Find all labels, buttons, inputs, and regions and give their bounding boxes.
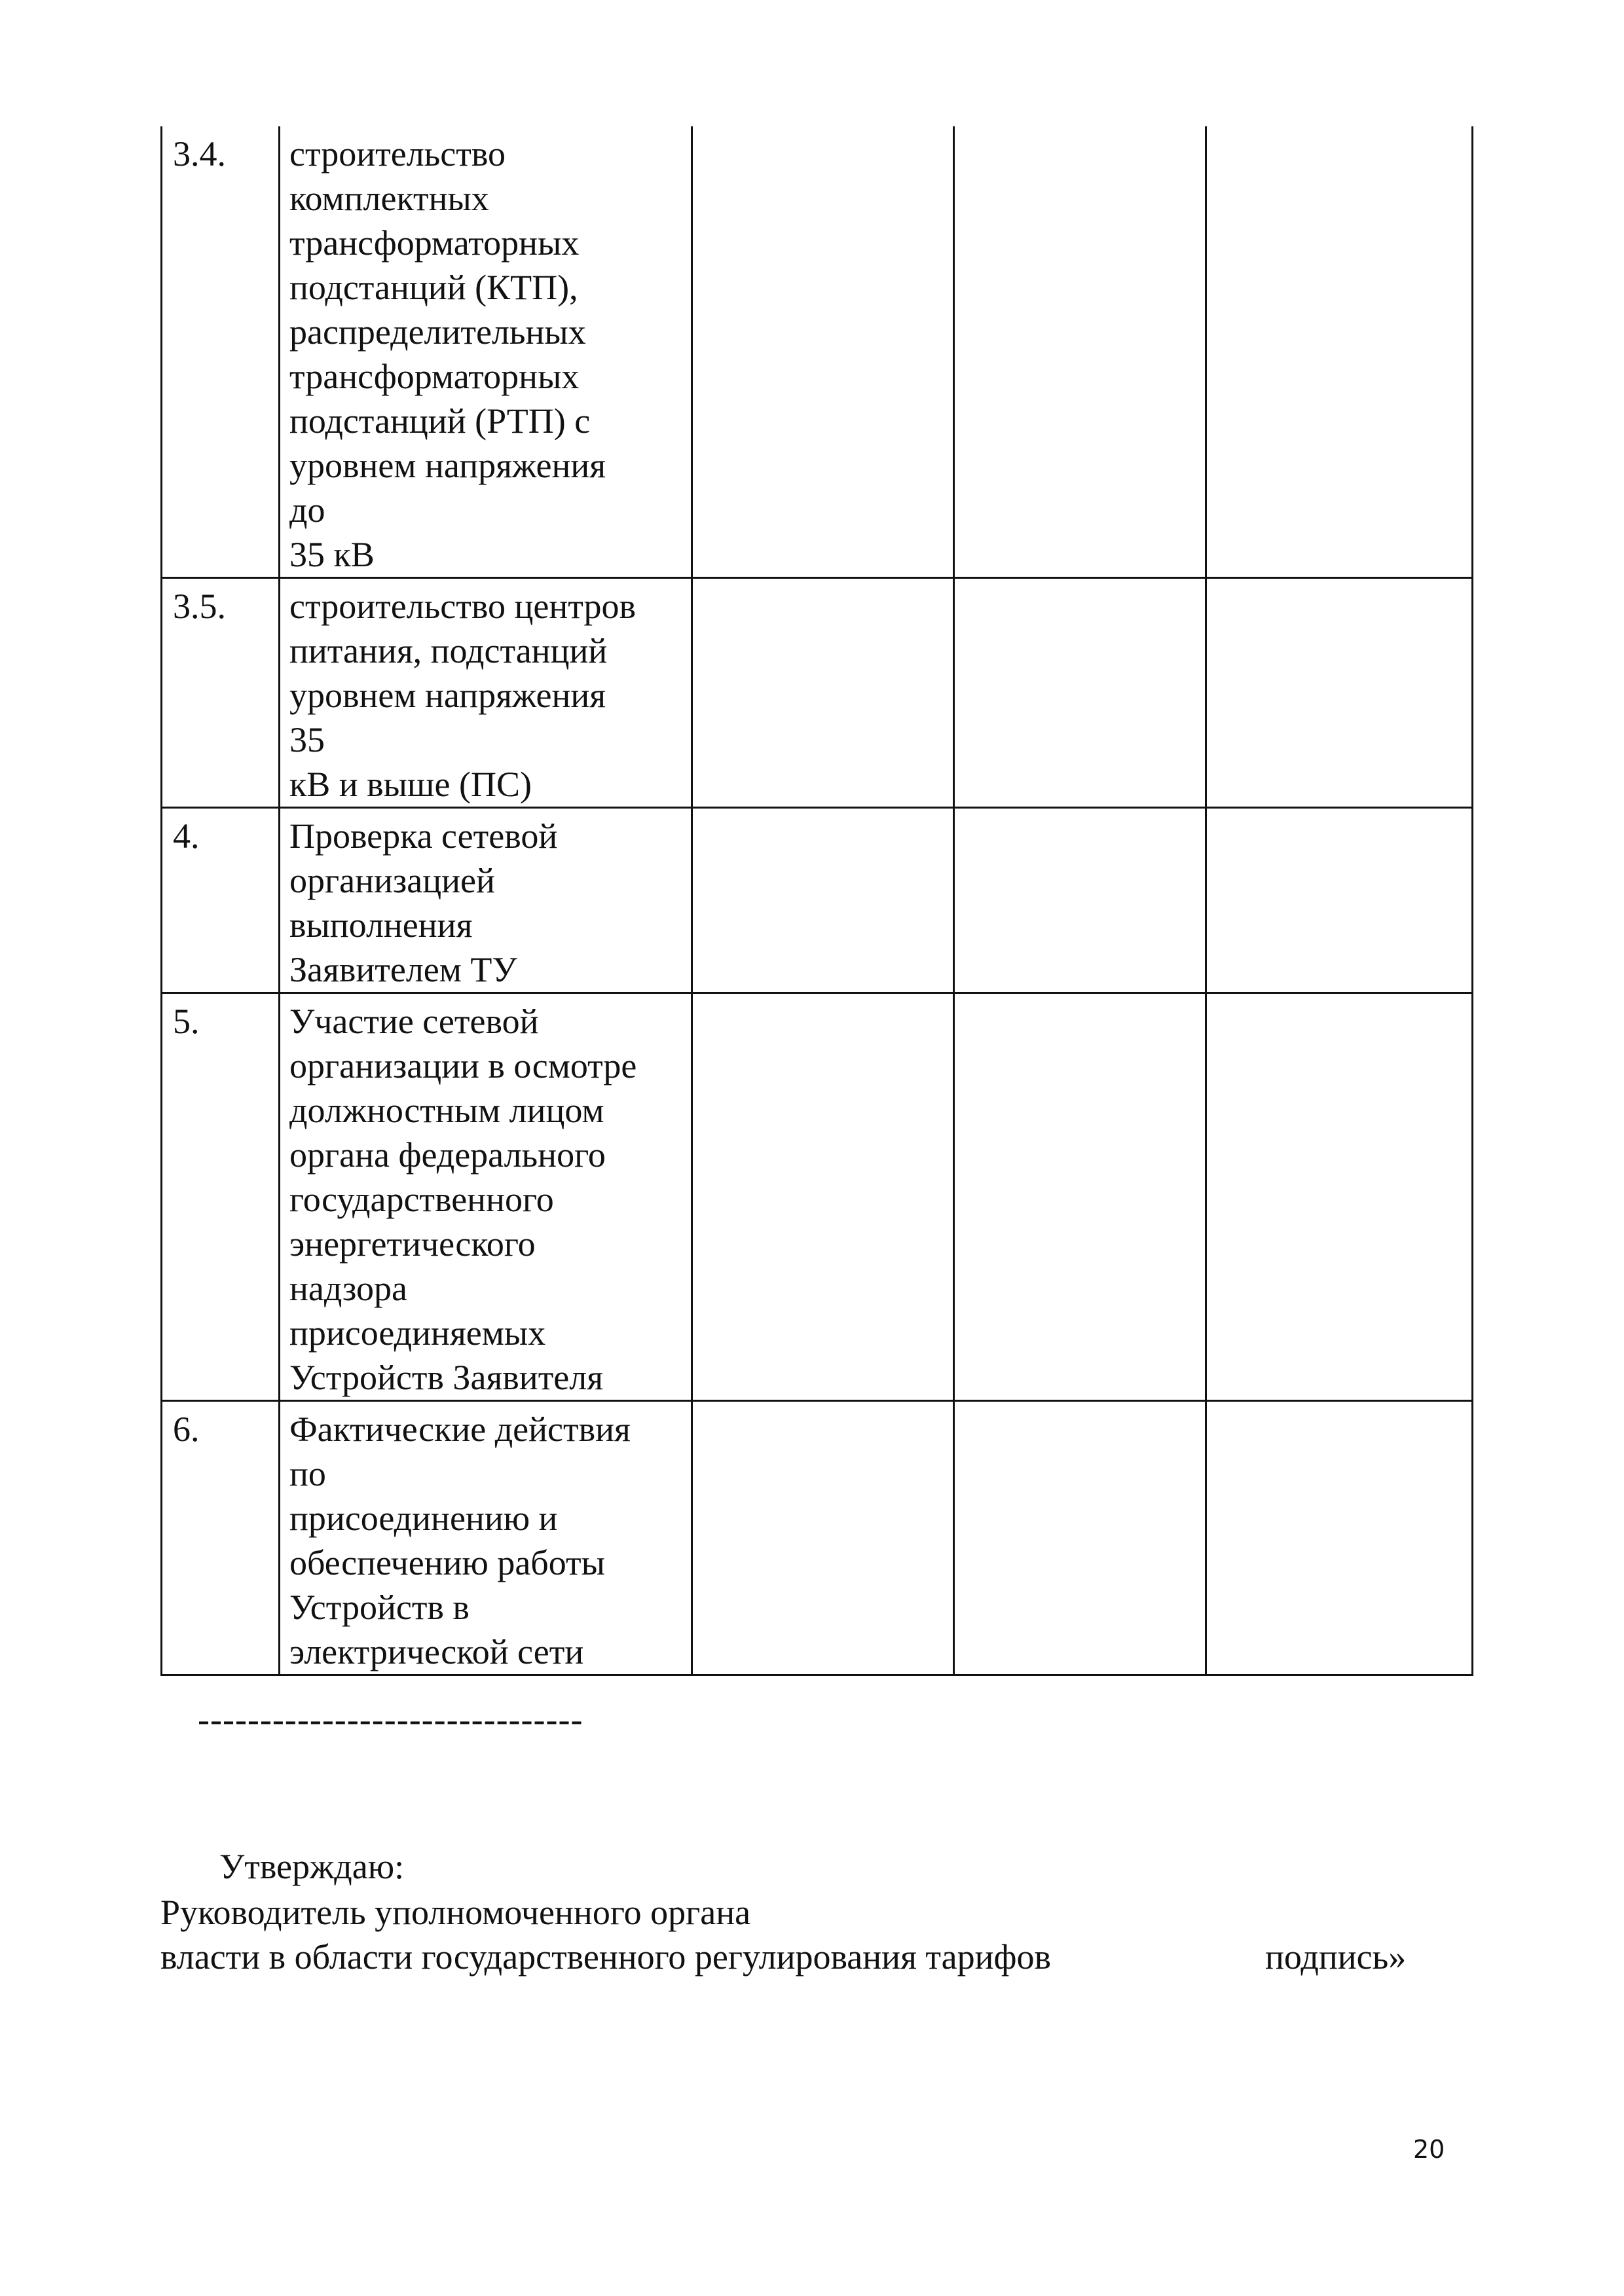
row-description: Проверка сетевой организацией выполнения Заявителем ТУ <box>280 808 692 993</box>
table-cell-empty <box>1206 126 1473 578</box>
row-number: 6. <box>162 1401 280 1675</box>
dash-separator: ------------------------------- <box>198 1700 583 1739</box>
table-cell-empty <box>1206 808 1473 993</box>
table-cell-empty <box>1206 578 1473 808</box>
row-description: строительство центров питания, подстанций уровнем напряжения 35 кВ и выше (ПС) <box>280 578 692 808</box>
document-table <box>160 126 1473 1676</box>
row-description: Фактические действия по присоединению и обеспечению работы Устройств в электрической сети <box>280 1401 692 1675</box>
table-cell-empty <box>1206 993 1473 1401</box>
table-row <box>162 1401 1473 1675</box>
table-cell-empty <box>954 578 1206 808</box>
row-number: 4. <box>162 808 280 993</box>
approver-position-line-2: власти в области государственного регулирования тарифов <box>160 1937 1052 1977</box>
table-cell-empty <box>954 808 1206 993</box>
table-cell-empty <box>692 578 954 808</box>
row-description: Участие сетевой организации в осмотре должностным лицом органа федерального государственного энергетического надзора присоединяемых Устройств Заявителя <box>280 993 692 1401</box>
table-cell-empty <box>954 993 1206 1401</box>
table-row <box>162 126 1473 578</box>
approval-title: Утверждаю: <box>219 1847 405 1886</box>
row-number: 5. <box>162 993 280 1401</box>
row-number: 3.5. <box>162 578 280 808</box>
table-row <box>162 993 1473 1401</box>
table-cell-empty <box>692 993 954 1401</box>
page-number: 20 <box>1413 2135 1445 2164</box>
approver-position-line-1: Руководитель уполномоченного органа <box>160 1893 751 1932</box>
table-cell-empty <box>692 126 954 578</box>
table-cell-empty <box>954 1401 1206 1675</box>
signature-placeholder: подпись» <box>1265 1937 1407 1977</box>
row-description: строительство комплектных трансформаторных подстанций (КТП), распределительных трансформаторных подстанций (РТП) с уровнем напряжения до 35 кВ <box>280 126 692 578</box>
table-cell-empty <box>692 1401 954 1675</box>
row-number: 3.4. <box>162 126 280 578</box>
table-cell-empty <box>954 126 1206 578</box>
table-row <box>162 808 1473 993</box>
table-cell-empty <box>692 808 954 993</box>
table-cell-empty <box>1206 1401 1473 1675</box>
table-row <box>162 578 1473 808</box>
